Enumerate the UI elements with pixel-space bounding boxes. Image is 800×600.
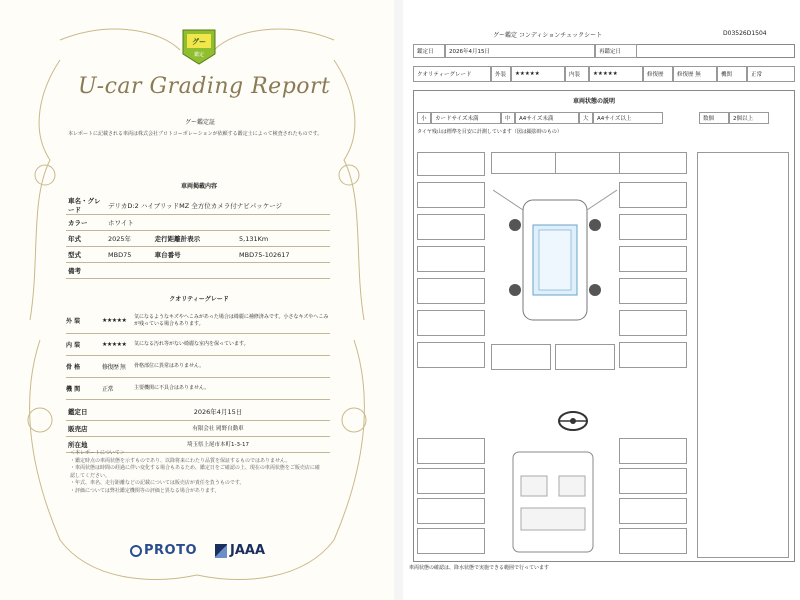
legend-small: 小: [417, 112, 431, 124]
sheet-id: D03526D1504: [723, 30, 767, 37]
sheet-engine-value: 正常: [747, 66, 795, 82]
notes-heading: ＜本レポートについて＞: [70, 450, 125, 456]
proto-logo: PROTO: [130, 543, 197, 558]
mileage-value: 5,131Km: [237, 231, 330, 247]
cert-title: グー鑑定証: [184, 119, 215, 126]
sheet-quality-label: クオリティーグレード: [413, 66, 491, 82]
vehicle-name-value: デリカD:2 ハイブリッドMZ 全方位カメラ付ナビパッケージ: [106, 196, 330, 215]
note-item: ・評価については弊社鑑定機関等の評価と異なる場合があります。: [70, 487, 220, 494]
footer-note: 車両状態の確認は、降水状態で実施できる範囲で行っています: [409, 565, 550, 571]
mileage-label: 走行距離計表示: [153, 231, 237, 247]
exterior-desc: 気になるようなキズやへこみがあった場合は綺麗に補修済みです。小さなキズやへこみが残っている場合もあります。: [134, 313, 329, 327]
damage-box: [417, 468, 485, 494]
damage-box: [417, 342, 485, 368]
vehicle-year-value: 2025年: [106, 231, 153, 247]
quality-section-title: クオリティーグレード: [169, 296, 229, 303]
sheet-repair-value: 修復歴 無: [673, 66, 717, 82]
inspect-date: 2026年4月15日: [445, 44, 595, 58]
wheel-icon: [589, 219, 601, 231]
remarks-label: 備考: [66, 263, 106, 279]
interior-stars: ★★★★★: [102, 341, 127, 348]
chassis-value: MBD75-102617: [237, 247, 330, 263]
vehicle-name-label: 車名・グレード: [66, 196, 106, 215]
vehicle-section-title: 車両掲載内容: [180, 183, 217, 190]
damage-box: [417, 214, 485, 240]
notes-panel: [697, 152, 789, 558]
damage-box: [555, 344, 615, 370]
damage-box: [417, 310, 485, 336]
intro-text: 本レポートに記載される車両は株式会社プロトコーポレーションが依頼する鑑定士によって検査されたものです。: [68, 131, 323, 137]
interior-label: 内 装: [66, 342, 81, 349]
svg-text:グー: グー: [192, 38, 206, 46]
damage-box: [619, 310, 687, 336]
engine-value: 正常: [102, 386, 114, 393]
engine-label: 機 関: [66, 386, 81, 393]
page-divider: [394, 0, 403, 600]
damage-box: [619, 438, 687, 464]
chassis-label: 車台番号: [153, 247, 237, 263]
damage-box: [491, 344, 551, 370]
sheet-title: グー鑑定 コンディションチェックシート: [493, 32, 603, 39]
dealer-table: [66, 404, 330, 453]
damage-box: [417, 278, 485, 304]
jaaa-mark-icon: [215, 544, 227, 558]
model-code-label: 型式: [66, 247, 106, 263]
damage-box: [555, 152, 623, 174]
damage-box: [417, 182, 485, 208]
legend-count-label: 数個: [699, 112, 729, 124]
legend-large: 大: [579, 112, 593, 124]
quality-row-exterior: [66, 308, 330, 334]
sheet-interior-label: 内装: [565, 66, 589, 82]
jaaa-logo: JAAA: [215, 543, 265, 558]
quality-row-frame: [66, 356, 330, 378]
engine-desc: 主要機関に不具合はありません。: [134, 385, 210, 391]
damage-box: [619, 214, 687, 240]
svg-text:鑑定: 鑑定: [193, 52, 205, 58]
quality-row-engine: [66, 378, 330, 400]
sheet-engine-label: 機関: [717, 66, 747, 82]
damage-box: [619, 468, 687, 494]
wheel-icon: [509, 219, 521, 231]
damage-box: [417, 152, 485, 176]
goo-badge-icon: [181, 28, 217, 66]
damage-box: [417, 498, 485, 524]
address-label: 所在地: [66, 436, 106, 452]
legend-mid: 中: [501, 112, 515, 124]
frame-value: 修復歴 無: [102, 364, 126, 371]
dealer-label: 販売店: [66, 420, 106, 436]
steering-wheel-icon: [557, 410, 589, 432]
damage-box: [619, 528, 687, 554]
legend-mid-desc: A4サイズ未満: [515, 112, 579, 124]
condition-check-sheet: [403, 0, 800, 600]
sheet-exterior-value: ★★★★★: [511, 66, 565, 82]
remarks-value: [106, 263, 330, 279]
legend-title: 車両状態の説明: [573, 98, 616, 105]
proto-mark-icon: [130, 545, 142, 557]
exterior-label: 外 装: [66, 318, 81, 325]
reinspect-label: 再鑑定日: [595, 44, 637, 58]
report-notes: [70, 450, 320, 495]
legend-count-value: 2個以上: [729, 112, 769, 124]
damage-box: [619, 498, 687, 524]
damage-box: [619, 182, 687, 208]
quality-row-interior: [66, 334, 330, 356]
report-title: U-car Grading Report: [78, 74, 331, 99]
damage-box: [619, 246, 687, 272]
vehicle-color-value: ホワイト: [106, 215, 330, 231]
legend-small-desc: カードサイズ未満: [431, 112, 501, 124]
logo-bar: [130, 543, 265, 558]
car-interior-diagram: [503, 446, 603, 556]
damage-box: [619, 152, 687, 174]
damage-box: [619, 342, 687, 368]
inspect-label: 鑑定日: [413, 44, 445, 58]
damage-box: [417, 438, 485, 464]
frame-label: 骨 格: [66, 364, 81, 371]
damage-box: [619, 278, 687, 304]
address-value: 埼玉県上尾市本町1-3-17: [106, 436, 330, 452]
wheel-icon: [509, 284, 521, 296]
damage-box: [491, 152, 559, 174]
car-top-view-diagram: [493, 180, 617, 340]
sheet-interior-value: ★★★★★: [589, 66, 643, 82]
inspect-date-label: 鑑定日: [66, 404, 106, 420]
sheet-repair-label: 修復歴: [643, 66, 673, 82]
legend-large-desc: A4サイズ以上: [593, 112, 663, 124]
damage-box: [417, 528, 485, 554]
vehicle-year-label: 年式: [66, 231, 106, 247]
note-item: ・車両状態は時間の経過に伴い変化する場合もあるため、鑑定日をご確認の上、現在の車両状態をご販売店に確認してください。: [70, 465, 320, 479]
damage-box: [417, 246, 485, 272]
note-item: ・鑑定時点の車両状態を示すものであり、以降将来にわたり品質を保証するものではありません。: [70, 457, 291, 464]
tire-note: タイヤ残山は標準を目安に計測しています（図は撮影時のもの）: [417, 129, 562, 135]
inspect-date-value: 2026年4月15日: [106, 404, 330, 420]
frame-desc: 骨格部位に異常はありません。: [134, 363, 205, 369]
vehicle-color-label: カラー: [66, 215, 106, 231]
dealer-value: 有限会社 岡野自動車: [106, 420, 330, 436]
interior-desc: 気になる汚れ等がない綺麗な室内を保っています。: [134, 341, 249, 347]
note-item: ・年式、車名、走行距離などの記載については販売店が責任を負うものです。: [70, 480, 245, 486]
model-code-value: MBD75: [106, 247, 153, 263]
wheel-icon: [589, 284, 601, 296]
grading-certificate: [0, 0, 394, 600]
sheet-exterior-label: 外装: [491, 66, 511, 82]
exterior-stars: ★★★★★: [102, 317, 127, 324]
vehicle-info-table: [66, 196, 330, 279]
